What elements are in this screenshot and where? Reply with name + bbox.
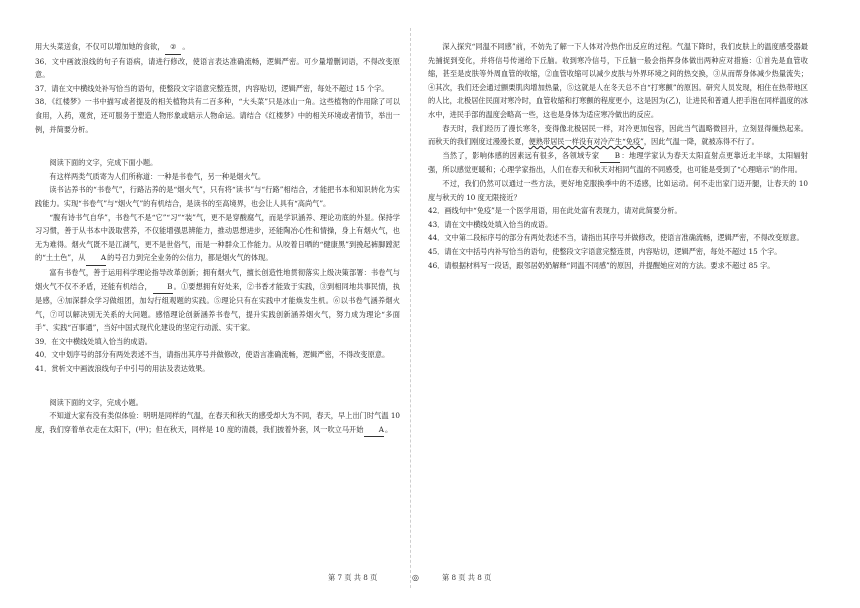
question-45: 45．请在文中括号内补写恰当的语句，使整段文字语意完整连贯，内容贴切，逻辑严密，每处不超过 15 个字。 — [428, 246, 782, 256]
wavy-sentence: 便熟带居民一样没有对冷产生“免疫” — [528, 137, 644, 147]
passage-1-para-3: “腹有诗书气自华”，书卷气不是“它”“习”“装”气，更不是穿酸腐气，而是学识涵养、理论功底的外显。保持学习习惯，善于从书本中汲取营养，不仅能增强思辨能力，推动思想进步，还能陶冶心性和情操，身上有烟火气，也无为难得。烟火气既不是江湖气，更不是世俗气，而是一种群众工作能力。从咬着日晒的“健康黑”到挽起裤脚蹚泥的“土土色”，从 A的号召力到完全业务的公信力，都是烟火气的体现。 — [35, 211, 400, 266]
reading-prompt-1: 阅读下面的文字，完成下面小题。 — [49, 158, 158, 168]
passage-2-para-3: 春天时，我们经历了漫长寒冬，变得像北极居民一样，对冷更加包容，因此当气温略微回升，立刻显得燥热起来。而秋天的我们刚度过漫漫长夏，便熟带居民一样没有对冷产生“免疫”，因此气温一降，就被冻得不行了。 — [428, 123, 808, 147]
paragraph-continuation: 用大头菜送食，不仅可以增加她的食欲， ② 。 — [35, 40, 400, 55]
question-43: 43．请在文中横线处填入恰当的成语。 — [428, 219, 553, 229]
question-40: 40．文中划序号的部分有两处表述不当，请指出其序号并做修改，使语言准确流畅，逻辑严密，不得改变原意。 — [35, 350, 390, 360]
question-39: 39．在文中横线处填入恰当的成语。 — [35, 336, 152, 346]
passage-2-para-2: 深入探究“同温不同感”前，不妨先了解一下人体对冷热作出反应的过程。气温下降时，我们皮肤上的温度感受器最先捕捉到变化，并将信号传递给下丘脑。收到寒冷信号，下丘脑一般会指挥身体做出两种应对措施：①首先是血管收缩，甚至是皮肤等外周血管的收缩，②血管收缩可以减少皮肤与外界环境之间的热交换，③从而帮身体减少热量流失；④其次，我们还会通过颤栗肌肉增加热量，⑤这就是人在冬天总不自“打寒颤”的原因。研究人员发现，相住在热带地区的人比，北极居住民面对寒冷时，血管收缩和打寒颤的程度更小，这是因为(乙)，让进民和普通人把手泡在同样温度的冰水中，进民手部的温度会略高一些，这也是身体为适应寒冷做出的反应。 — [428, 42, 808, 119]
question-38: 38．《红楼梦》一书中描写或者提及的相关植物共有二百多种，“大头菜”只是冰山一角。这些植物的作用除了可以食用，入药，观赏，还可服务于塑造人物形象或暗示人物命运。请结合《红楼梦》中的相关环境或者情节，举出一例，并简要分析。 — [35, 97, 400, 134]
blank-b-2: B — [600, 149, 620, 164]
passage-2-para-1: 不知道大家有没有类似体验：明明是同样的气温，在春天和秋天的感受却大为不同，春天，早上出门时气温 10 度，我们穿着单衣走在太阳下，(甲)；但在秋天，同样是 10 度的清晨，我们披着外套，风一吹立马开始 A。 — [35, 409, 400, 437]
question-41: 41．赏析文中画波浪线句子中引号的用法及表达效果。 — [35, 364, 210, 374]
passage-1-para-2: 读书沾养书的“书卷气”，行路沾养的是“烟火气”，只有将“读书”与“行路”相结合，才能把书本和知识转化为实践能力。实现“书卷气”与“烟火气”的有机结合，是读书的至高境界，也会让人具有“高尚气”。 — [35, 185, 400, 208]
binding-mark-icon: ◎ — [412, 573, 419, 582]
passage-2-para-4: 当然了，影响体感的因素远有很多，各领域专家 B：地理学家认为春天太阳直射点更靠近北半球，太阳辐射强，所以感觉更暖和；心理学家指出，人们在春天和秋天对相同气温的不同感受，也可能是受到了“心理暗示”的作用。 — [428, 150, 808, 175]
question-37: 37．请在文中横线处补写恰当的语句，使整段文字语意完整连贯，内容贴切，逻辑严密，每处不超过 15 个字。 — [35, 83, 389, 93]
blank-2: ② — [165, 40, 181, 55]
question-42: 42．画线句中“免疫”是一个医学用语，用在此处富有表现力，请对此简要分析。 — [428, 206, 682, 216]
right-page — [428, 40, 808, 272]
question-44: 44．文中第二段标序号的部分有两处表述不当，请指出其序号并做修改，使语言准确流畅，逻辑严密，不得改变原意。 — [428, 233, 804, 243]
blank-a-2: A — [364, 423, 384, 438]
page-number-left: 第 7 页 共 8 页 — [328, 573, 378, 582]
reading-prompt-2: 阅读下面的文字，完成小题。 — [49, 397, 143, 407]
passage-1-para-1: 有这样两类气质寄为人们所称道：一种是书卷气，另一种是烟火气。 — [49, 171, 266, 181]
passage-2-para-5: 不过，我们仍然可以通过一些方法，更好地克服换季中的不适感，比如运动。何不走出家门迈开腿，让春天的 10 度与秋天的 10 度无限接近？ — [428, 178, 808, 202]
question-36: 36．文中画波浪线的句子有语病，请进行修改，使语言表达准确流畅，逻辑严密。可少量增删词语，不得改变原意。 — [35, 56, 400, 80]
passage-1-para-4: 富有书卷气，善于运用科学理论指导改革创新；拥有烟火气，擅长创造性地贯彻落实上级决策部署：书卷气与烟火气不仅不矛盾，还能有机结合， B。①要想拥有好处来，②书香才能致于实践，③到相同地共事民情，执是感，④加深群众学习做组团，加勾行组观题的实践。⑤理论只有在实践中才能焕发生机。⑥以书卷气涵养烟火气，⑦可以解决别无关系的大问题。感悟理论创新涵养书卷气，提升实践创新涵养烟火气，努力成为理论“多面手”、实践“百事通”，当好中国式现代化建设的坚定行动派、实干家。 — [35, 267, 400, 333]
question-46: 46．请根据材料写一段话，跟邻居奶奶解释“同温不同感”的原因，并提醒她应对的方法。要求不超过 85 字。 — [428, 260, 775, 270]
page-number-right: 第 8 页 共 8 页 — [442, 573, 492, 582]
page-divider — [410, 28, 411, 588]
blank-b: B — [153, 280, 173, 295]
blank-a: A — [86, 251, 106, 266]
left-page — [35, 40, 400, 437]
